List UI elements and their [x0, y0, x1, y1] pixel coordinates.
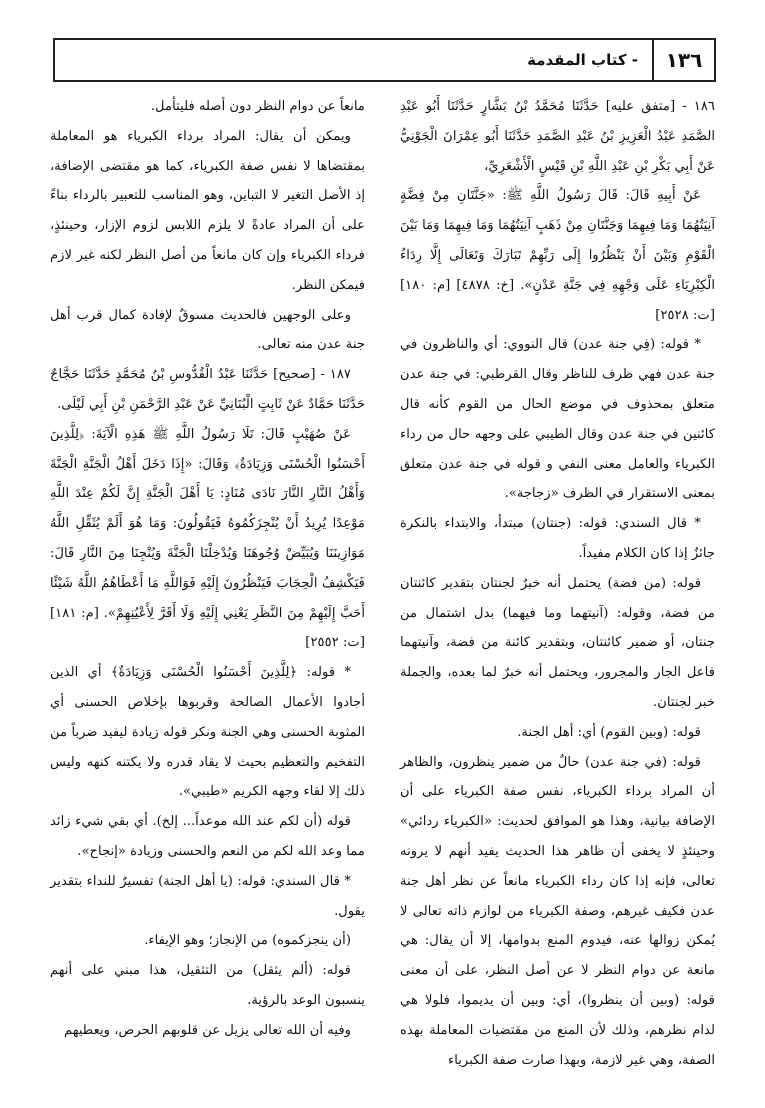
book-title: - كتاب المقدمة [527, 51, 638, 69]
paragraph: ويمكن أن يقال: المراد برداء الكبرياء هو المعاملة بمقتضاها لا نفس صفة الكبرياء، كما هو مقتضى الإضافة، إذ الأصل التغير لا التباين، وهو المناسب للتعبير بالرداء بناءً على أن المراد عادةً لا يلزم اللابس لزوم الإزار، وحينئذٍ، فرداء الكبرياء وإن كان مانعاً من أصل النظر لكنه غير لازم فيمكن النظر. [50, 128, 365, 293]
paragraph: * قوله: ﴿لِلَّذِينَ أَحْسَنُوا الْحُسْنَى وَزِيَادَةٌ﴾ أي الذين أجادوا الأعمال الصالحة وقربوها بإخلاص الحسنى أي المثوبة الحسنى وهي الجنة ونكر قوله زيادة ليفيد ضرباً من التفخيم والتعظيم بحيث لا يقاد قدره ولا يكتنه كنهه وليس ذلك إلا لقاء وجهه الكريم «طيبي». [50, 665, 365, 800]
paragraph: مانعاً عن دوام النظر دون أصله فليتأمل. [150, 99, 365, 114]
paragraph: * قال السندي: قوله: (يا أهل الجنة) تفسيرٌ للنداء بتقدير يقول. [50, 873, 365, 919]
paragraph: قوله: (في جنة عدن) حالٌ من ضمير ينظرون، والظاهر أن المراد برداء الكبرياء، نفس صفة الكبرياء على أن الإضافة بيانية، وهذا هو الموافق لحديث: «الكبرياء ردائي» وحينئذٍ لا يخفى أن ظاهر هذا الحديث يفيد أنهم لا يرونه تعالى، فإنه إذا كان رداء الكبرياء مانعاً عن نظر أهل جنة عدن فكيف غيرهم، وصفة الكبرياء من لوازم ذاته تعالى لا يُمكن زوالها عنه، فيدوم المنع بدوامها، إلا أن يقال: هي مانعة عن دوام النظر لا عن أصل النظر، على أن معنى قوله: (وبين أن ينظروا)، أي: وبين أن يديموا، فلولا هي لدام نظرهم، وذلك لأن المنع من مقتضيات المعاملة بهذه الصفة، وهي غير لازمة، وبهذا صارت صفة الكبرياء [400, 754, 715, 1068]
right-column [400, 92, 715, 1075]
paragraph: ١٨٦ - [متفق عليه] حَدَّثَنَا مُحَمَّدُ بْنُ بَشَّارٍ حَدَّثَنَا أَبُو عَبْدِ الصَّمَدِ عَبْدُ الْعَزِيزِ بْنُ عَبْدِ الصَّمَدِ حَدَّثَنَا أَبُو عِمْرَانَ الْجَوْنِيُّ عَنْ أَبِي بَكْرِ بْنِ عَبْدِ اللَّهِ بْنِ قَيْسٍ الْأَشْعَرِيِّ، [400, 99, 715, 174]
paragraph: قوله: (من فضة) يحتمل أنه خبرٌ لجنتان بتقدير كائنتان من فضة، وقوله: (آنيتهما وما فيهما) بدل اشتمال من جنتان، أو ضمير كائنتان، وبتقدير كائنة من فضة، وآنيتهما فاعل الجار والمجرور، ويحتمل أنه خبرٌ لما بعده، والجملة خبر لجنتان. [400, 575, 715, 710]
page-number: ١٣٦ [652, 40, 714, 80]
paragraph: وعلى الوجهين فالحديث مسوقٌ لإفادة كمال قرب أهل جنة عدن منه تعالى. [50, 307, 365, 353]
left-column [50, 92, 365, 1046]
paragraph: وفيه أن الله تعالى يزيل عن قلوبهم الحرص، ويعطيهم [63, 1022, 351, 1038]
paragraph: عَنْ أَبِيهِ قَالَ: قَالَ رَسُولُ اللَّهِ ﷺ: «جَنَّتَانِ مِنْ فِضَّةٍ آنِيَتُهُمَا وَمَا فِيهِمَا وَجَنَّتَانِ مِنْ ذَهَبٍ آنِيَتُهُمَا وَمَا فِيهِمَا وَمَا بَيْنَ الْقَوْمِ وَبَيْنَ أَنْ يَنْظُرُوا إِلَى رَبِّهِمْ تَبَارَكَ وَتَعَالَى إِلَّا رِدَاءُ الْكِبْرِيَاءِ عَلَى وَجْهِهِ فِي جَنَّةِ عَدْنٍ». [خ: ٤٨٧٨] [م: ١٨٠] [ت: ٢٥٢٨] [400, 188, 715, 323]
paragraph: * قال السندي: قوله: (جنتان) مبتدأ، والابتداء بالنكرة جائزٌ إذا كان الكلام مفيداً. [400, 516, 715, 561]
paragraph: ١٨٧ - [صحيح] حَدَّثَنَا عَبْدُ الْقُدُّوسِ بْنُ مُحَمَّدٍ حَدَّثَنَا حَجَّاجٌ حَدَّثَنَا حَمَّادٌ عَنْ ثَابِتٍ الْبُنَانِيِّ عَنْ عَبْدِ الرَّحْمَنِ بْنِ أَبِي لَيْلَى. [50, 367, 365, 412]
paragraph: * قوله: (فِي جنة عدن) قال النووي: أي والناظرون في جنة عدن فهي ظرف للناظر وقال القرطبي: في جنة عدن متعلق بمحذوف في موضع الحال من القوم كأنه قال كائنين في جنة عدن وقال الطيبي على وجهه حال من رداء الكبرياء والعامل معنى النفي و قوله في جنة عدن متعلق بمعنى الاستقرار في الظرف «زجاجة». [400, 337, 715, 502]
paragraph: قوله (أن لكم عند الله موعداً... إلخ). أي بقي شيء زائد مما وعد الله لكم من النعم والحسنى وزيادة «إنجاح». [50, 814, 365, 859]
page-header [53, 38, 716, 82]
paragraph: (أن ينجزكموه) من الإنجاز؛ وهو الإيفاء. [144, 933, 351, 949]
paragraph: قوله: (ألم يثقل) من التثقيل، هذا مبني على أنهم ينسبون الوعد بالرؤية. [50, 963, 365, 1008]
paragraph: قوله: (وبين القوم) أي: أهل الجنة. [517, 724, 701, 740]
paragraph: عَنْ صُهَيْبٍ قَالَ: تَلَا رَسُولُ اللَّهِ ﷺ هَذِهِ الْآيَةَ: ﴿لِلَّذِينَ أَحْسَنُوا الْحُسْنَى وَزِيَادَةٌ﴾ وَقَالَ: «إِذَا دَخَلَ أَهْلُ الْجَنَّةِ الْجَنَّةَ وَأَهْلُ النَّارِ النَّارَ نَادَى مُنَادٍ: يَا أَهْلَ الْجَنَّةِ إِنَّ لَكُمْ عِنْدَ اللَّهِ مَوْعِدًا يُرِيدُ أَنْ يُنْجِزَكُمُوهُ فَيَقُولُونَ: وَمَا هُوَ أَلَمْ يُثَقِّلِ اللَّهُ مَوَازِينَنَا وَيُبَيِّضْ وُجُوهَنَا وَيُدْخِلْنَا الْجَنَّةَ وَيُنْجِنَا مِنَ النَّارِ قَالَ: فَيَكْشِفُ الْحِجَابَ فَيَنْظُرُونَ إِلَيْهِ فَوَاللَّهِ مَا أَعْطَاهُمُ اللَّهُ شَيْئًا أَحَبَّ إِلَيْهِمْ مِنَ النَّظَرِ يَعْنِي إِلَيْهِ وَلَا أَقَرَّ لِأَعْيُنِهِمْ». [م: ١٨١] [ت: ٢٥٥٢] [50, 426, 365, 651]
